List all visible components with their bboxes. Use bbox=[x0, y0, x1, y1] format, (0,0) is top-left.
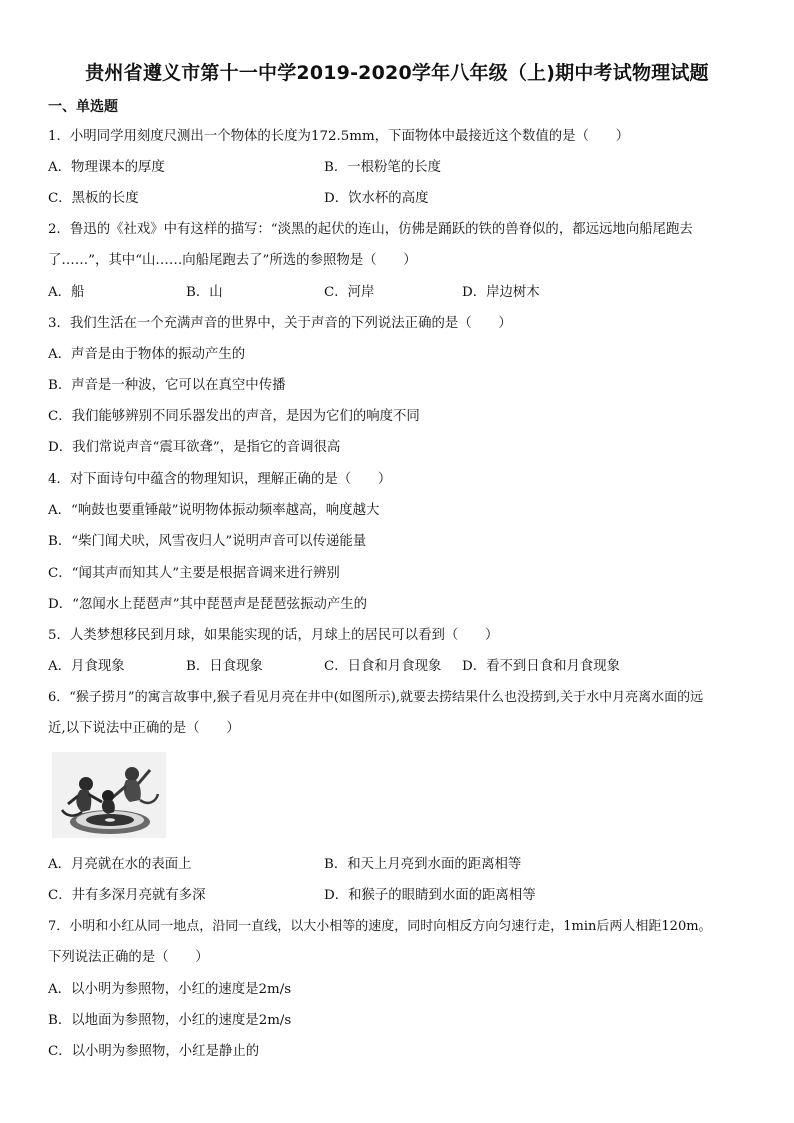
question-3-stem: 3．我们生活在一个充满声音的世界中，关于声音的下列说法正确的是（ ） bbox=[48, 316, 512, 331]
question-1-option-d: D．饮水杯的高度 bbox=[324, 191, 429, 206]
question-2-stem-line-1: 2．鲁迅的《社戏》中有这样的描写：“淡黑的起伏的连山，仿佛是踊跃的铁的兽脊似的，都远远地向船尾跑去 bbox=[48, 222, 693, 237]
question-3-option-b: B．声音是一种波，它可以在真空中传播 bbox=[48, 378, 286, 393]
question-7-stem-line-1: 7．小明和小红从同一地点，沿同一直线，以大小相等的速度，同时向相反方向匀速行走，1min后两人相距120m。 bbox=[48, 919, 712, 934]
question-5-stem: 5．人类梦想移民到月球，如果能实现的话，月球上的居民可以看到（ ） bbox=[48, 628, 499, 643]
monkey-well-image bbox=[52, 752, 166, 838]
question-6-option-d: D．和猴子的眼睛到水面的距离相等 bbox=[324, 888, 536, 903]
question-4-option-a: A．“响鼓也要重锤敲”说明物体振动频率越高，响度越大 bbox=[48, 503, 380, 518]
question-6-option-a: A．月亮就在水的表面上 bbox=[48, 857, 192, 872]
question-4-option-b: B．“柴门闻犬吠，风雪夜归人”说明声音可以传递能量 bbox=[48, 534, 367, 549]
question-7-stem-line-2: 下列说法正确的是（ ） bbox=[48, 950, 209, 965]
page-title: 贵州省遵义市第十一中学2019-2020学年八年级（上)期中考试物理试题 bbox=[85, 62, 709, 84]
question-3-option-c: C．我们能够辨别不同乐器发出的声音，是因为它们的响度不同 bbox=[48, 409, 420, 424]
question-5-option-d: D．看不到日食和月食现象 bbox=[462, 659, 621, 674]
question-1-option-c: C．黑板的长度 bbox=[48, 191, 139, 206]
question-5-option-c: C．日食和月食现象 bbox=[324, 659, 442, 674]
question-2-option-d: D．岸边树木 bbox=[462, 285, 540, 300]
question-4-stem: 4．对下面诗句中蕴含的物理知识，理解正确的是（ ） bbox=[48, 472, 392, 487]
question-1-option-a: A．物理课本的厚度 bbox=[48, 160, 165, 175]
question-1-option-b: B．一根粉笔的长度 bbox=[324, 160, 441, 175]
question-2-option-a: A．船 bbox=[48, 285, 85, 300]
question-3-option-a: A．声音是由于物体的振动产生的 bbox=[48, 347, 246, 362]
question-7-option-a: A．以小明为参照物，小红的速度是2m/s bbox=[48, 982, 292, 997]
question-1-stem: 1．小明同学用刻度尺测出一个物体的长度为172.5mm，下面物体中最接近这个数值的是（ ） bbox=[48, 129, 630, 144]
question-6-option-c: C．井有多深月亮就有多深 bbox=[48, 888, 206, 903]
question-6-stem-line-2: 近,以下说法中正确的是（ ） bbox=[48, 721, 240, 736]
question-6-option-b: B．和天上月亮到水面的距离相等 bbox=[324, 857, 522, 872]
question-5-option-b: B．日食现象 bbox=[186, 659, 263, 674]
question-7-option-c: C．以小明为参照物，小红是静止的 bbox=[48, 1044, 260, 1059]
question-4-option-d: D．“忽闻水上琵琶声”其中琵琶声是琵琶弦振动产生的 bbox=[48, 597, 368, 612]
question-7-option-b: B．以地面为参照物，小红的速度是2m/s bbox=[48, 1013, 292, 1028]
monkey-well-illustration bbox=[52, 752, 166, 838]
question-2-option-b: B．山 bbox=[186, 285, 223, 300]
section-heading: 一、单选题 bbox=[48, 99, 118, 115]
question-2-option-c: C．河岸 bbox=[324, 285, 375, 300]
question-3-option-d: D．我们常说声音“震耳欲聋”，是指它的音调很高 bbox=[48, 440, 341, 455]
question-4-option-c: C．“闻其声而知其人”主要是根据音调来进行辨别 bbox=[48, 566, 340, 581]
question-6-stem-line-1: 6．“猴子捞月”的寓言故事中,猴子看见月亮在井中(如图所示),就要去捞结果什么也没捞到,关于水中月亮离水面的远 bbox=[48, 690, 704, 705]
question-2-stem-line-2: 了……”，其中“山……向船尾跑去了”所选的参照物是（ ） bbox=[48, 253, 417, 268]
question-5-option-a: A．月食现象 bbox=[48, 659, 125, 674]
